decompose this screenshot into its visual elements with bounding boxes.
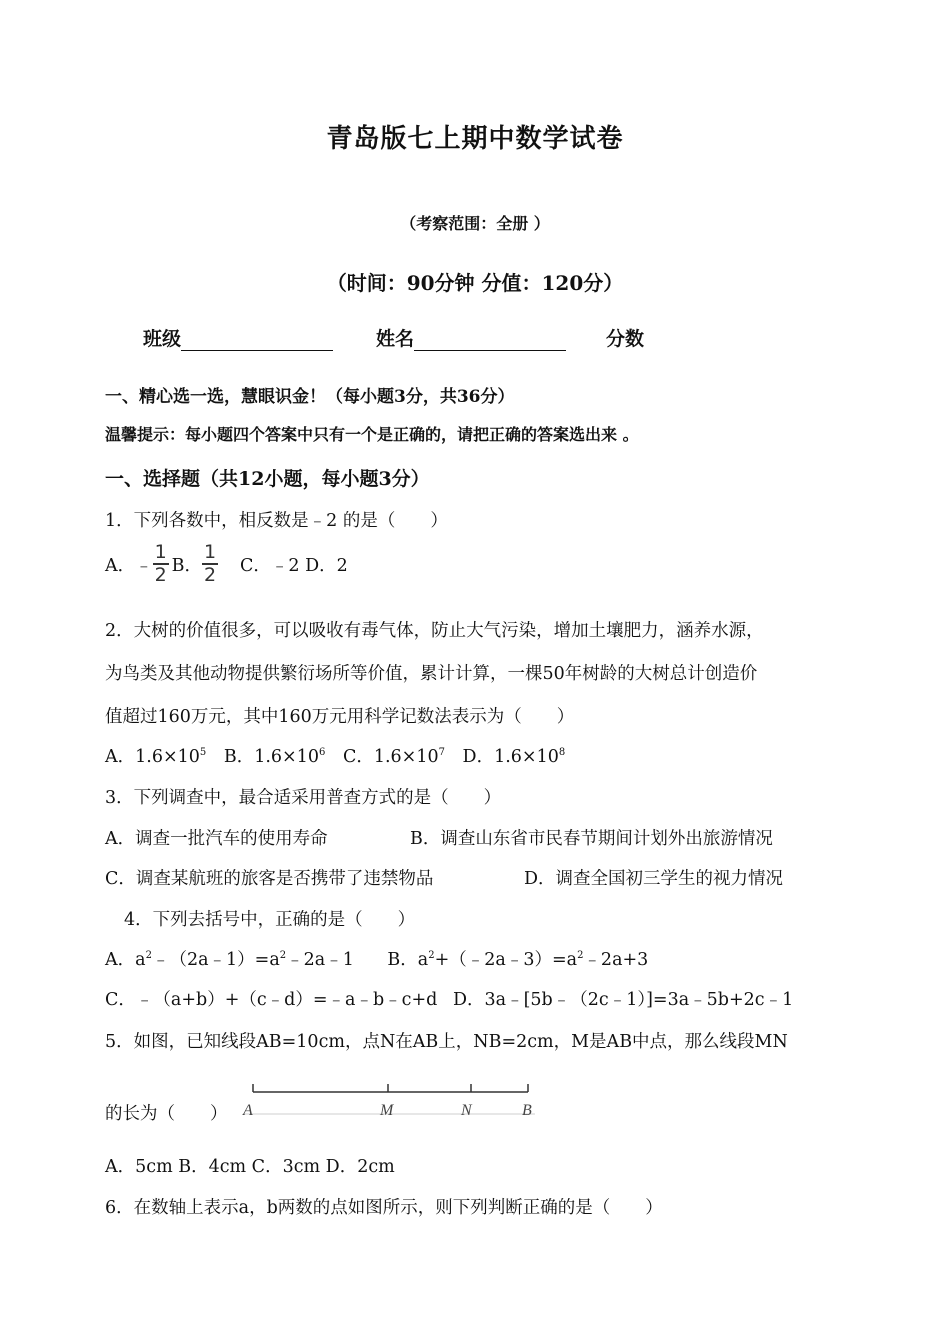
section2-heading: 一、选择题（共12小题，每小题3分） [105, 468, 430, 490]
point-label-b: B [522, 1102, 532, 1119]
q1-options [105, 541, 348, 587]
q2-option-c: C．$1.6\times 10^7$ [342, 747, 445, 767]
q2-line-3: 值超过160万元，其中160万元用科学记数法表示为（ ） [105, 707, 575, 727]
q5-line-segment-figure [238, 1074, 538, 1122]
point-label-m: M [380, 1102, 394, 1119]
q4-option-a: A．$a^2﹣(2a﹣1)=a^2﹣2a﹣1$ [105, 950, 354, 970]
q2-option-d: D．$1.6\times 10^8$ [462, 747, 566, 767]
class-label: 班级 [143, 328, 182, 350]
q5-options: A．5cm B．4cm C．3cm D．2cm [105, 1157, 395, 1177]
point-label-n: N [461, 1102, 472, 1119]
q2-line-1: 2．大树的价值很多，可以吸收有毒气体，防止大气污染，增加土壤肥力，涵养水源， [105, 621, 764, 641]
name-blank[interactable] [414, 330, 566, 351]
exam-scope: （考察范围：全册 ） [400, 214, 550, 233]
q4-option-c: C．﹣（a+b）+（c﹣d）=﹣a﹣b﹣c+d [105, 990, 438, 1010]
q3-option-a: A．调查一批汽车的使用寿命 [105, 829, 328, 849]
q1-option-a-label: A．﹣ [105, 555, 153, 576]
score-label: 分数 [606, 328, 645, 350]
q2-option-b: B．$1.6\times 10^6$ [223, 747, 326, 767]
q4-stem: 4．下列去括号中，正确的是（ ） [124, 910, 416, 930]
name-label: 姓名 [376, 328, 415, 350]
q4-option-d: D．3a﹣[5b﹣（2c﹣1）]=3a﹣5b+2c﹣1 [453, 990, 794, 1010]
q5-stem-continued: 的长为（ ） [105, 1104, 228, 1124]
q3-stem: 3．下列调查中，最合适采用普查方式的是（ ） [105, 788, 502, 808]
page-title: 青岛版七上期中数学试卷 [326, 124, 624, 154]
q2-option-a: A．$1.6\times 10^5$ [105, 747, 207, 767]
section1-tip: 温馨提示：每小题四个答案中只有一个是正确的，请把正确的答案选出来 。 [105, 425, 639, 444]
q1-stem: 1．下列各数中，相反数是﹣2 的是（ ） [105, 511, 448, 531]
q1-option-b-label: B． [171, 555, 203, 576]
class-field [143, 324, 333, 351]
q5-stem: 5．如图，已知线段AB=10cm，点N在AB上，NB=2cm，M是AB中点，那么线段MN [105, 1032, 788, 1052]
q2-options [105, 743, 565, 768]
class-blank[interactable] [181, 330, 333, 351]
q1-fraction-b: $\frac{1}{2}$ [203, 541, 217, 586]
q2-line-2: 为鸟类及其他动物提供繁衍场所等价值，累计计算，一棵50年树龄的大树总计创造价 [105, 664, 758, 684]
point-label-a: A [243, 1102, 253, 1119]
q6-stem: 6．在数轴上表示a，b两数的点如图所示，则下列判断正确的是（ ） [105, 1198, 663, 1218]
q3-option-b: B．调查山东省市民春节期间计划外出旅游情况 [410, 829, 773, 849]
q1-options-rest: C．﹣2 D．2 [240, 555, 348, 576]
time-and-score: （时间：90分钟 分值：120分） [326, 271, 624, 295]
q4-options-ab [105, 946, 648, 971]
name-field [376, 324, 566, 351]
section1-heading: 一、精心选一选，慧眼识金！（每小题3分，共36分） [105, 387, 515, 407]
q1-fraction-a: $\frac{1}{2}$ [154, 541, 167, 586]
q3-option-d: D．调查全国初三学生的视力情况 [524, 869, 784, 889]
q4-option-b: B．$a^2+(﹣2a﹣3)=a^2﹣2a+3$ [387, 950, 649, 970]
q3-option-c: C．调查某航班的旅客是否携带了违禁物品 [105, 869, 434, 889]
